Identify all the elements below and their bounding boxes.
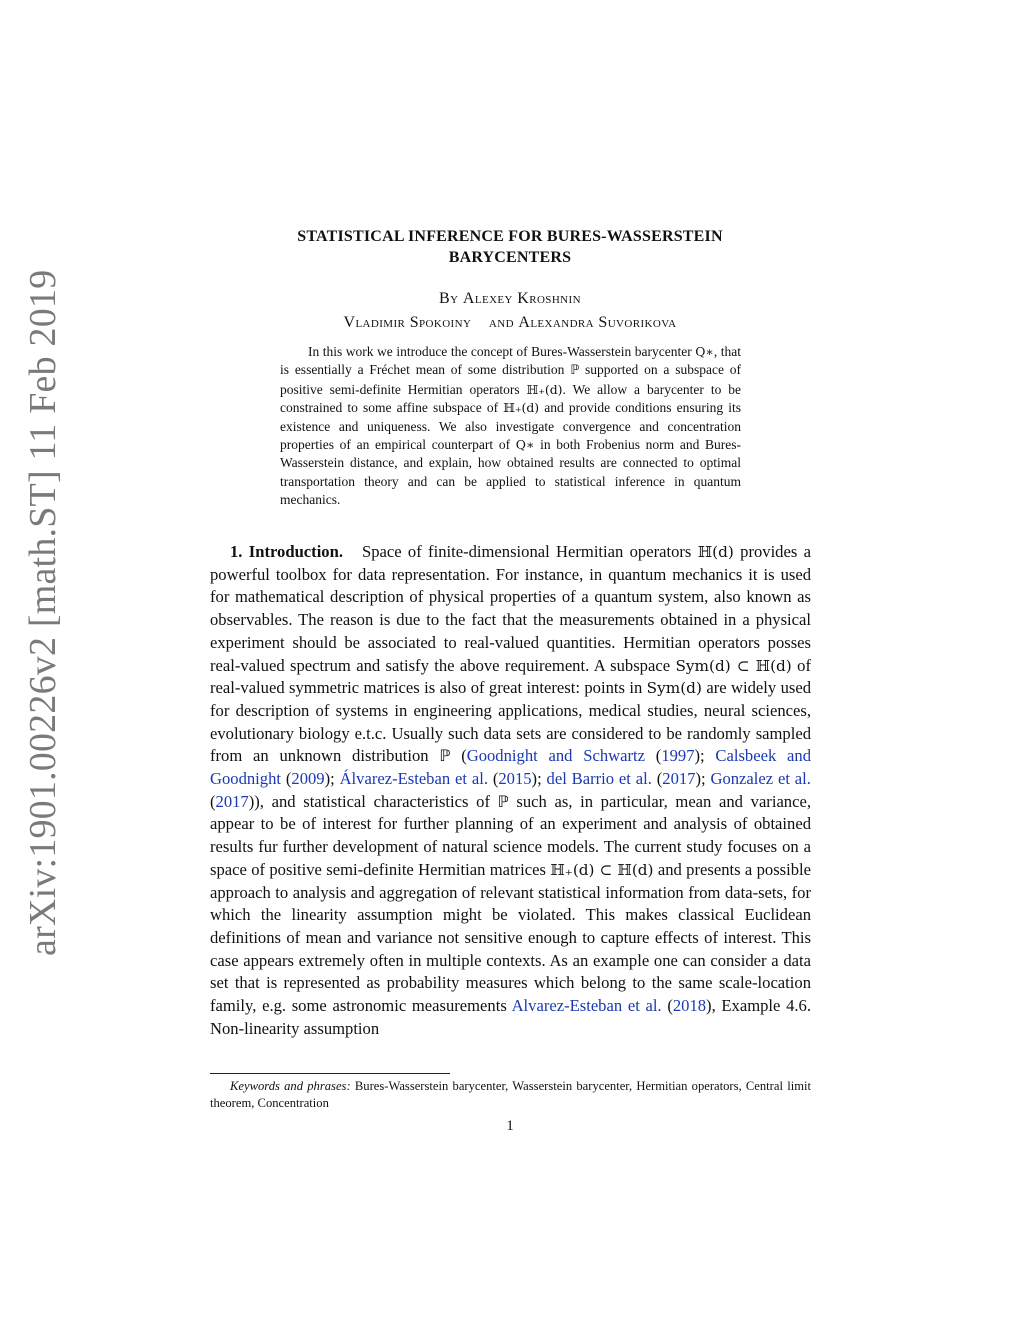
author-line-1 — [210, 290, 810, 308]
keywords-label: Keywords and phrases: — [230, 1079, 351, 1093]
citation-year-link[interactable]: 2015 — [498, 769, 532, 789]
citation-link[interactable]: Goodnight and Schwartz — [466, 746, 645, 766]
citation-link[interactable]: Alvarez-Esteban et al. — [511, 996, 662, 1016]
math-sym-subset: Sym(d) ⊂ ℍ(d) — [675, 656, 792, 675]
citation-link[interactable]: Gonzalez et al. — [710, 769, 811, 789]
arxiv-identifier-stamp: arXiv:1901.00226v2 [math.ST] 11 Feb 2019 — [22, 269, 64, 956]
page-number: 1 — [506, 1118, 514, 1134]
introduction-section: 1. Introduction. Space of finite-dimensional Hermitian operators ℍ(d) provides a powerful toolbox for data representation. For instance, in quantum mechanics it is used for mathematical description of physical properties of a quantum system, also known as observables. The reason is due to the fact that the measurements obtained in a physical experiment should be associated to real-valued quantities. Hermitian operators posses real-valued spectrum and satisfy the above requirement. A subspace Sym(d) ⊂ ℍ(d) of real-valued symmetric matrices is also of great interest: points in Sym(d) are widely used for description of systems in engineering applications, medical studies, neural sciences, evolutionary biology e.t.c. Usually such data sets are considered to be randomly sampled from an unknown distribution ℙ (Goodnight and Schwartz (1997); Calsbeek and Goodnight (2009); Álvarez-Esteban et al. (2015); del Barrio et al. (2017); Gonzalez et al. (2017)), and statistical characteristics of ℙ such as, in particular, mean and variance, appear to be of interest for further planning of an experiment and analysis of obtained results fur further development of natural science models. The current study focuses on a space of positive semi-definite Hermitian matrices ℍ₊(d) ⊂ ℍ(d) and presents a possible approach to analysis and aggregation of relevant statistical information from data-sets, for which the linearity assumption might be violated. This makes classical Euclidean definitions of mean and variance not sensitive enough to capture effects of interest. This case appears extremely often in multiple contexts. As an example one can consider a data set that is represented as probability measures which belong to the same scale-location family, e.g. some astronomic measurements Alvarez-Esteban et al. (2018), Example 4.6. Non-linearity assumption — [210, 542, 812, 1038]
body-text: such as, in particular, mean and variance, appear to be of interest for further planning of an experiment and analysis of obtained results fur further development of natural science models. The current study focuses on a space of positive semi-definite Hermitian matrices — [210, 791, 811, 879]
citation-link[interactable]: del Barrio et al. — [546, 769, 652, 789]
author-name: Alexandra Suvorikova — [518, 314, 677, 331]
body-text: provides a powerful toolbox for data representation. For instance, in quantum mechanics it is used for mathematical description of physical properties of a quantum system, also known as observables. The reason is due to the fact that the measurements obtained in a physical experiment should be associated to real-valued quantities. Hermitian operators posses real-valued spectrum and satisfy the above requirement. A subspace — [210, 542, 811, 675]
keywords-footnote — [210, 1078, 811, 1112]
math-blackboard-p: ℙ — [570, 363, 580, 379]
math-blackboard-p: ℙ — [439, 746, 451, 766]
author-name: Alexey Kroshnin — [462, 290, 581, 307]
by-label: By — [439, 290, 459, 307]
abstract-text: and provide conditions ensuring its existence and uniqueness. We also investigate convergence and concentration properties of an empirical counterpart of — [280, 400, 742, 453]
math-blackboard-p: ℙ — [497, 791, 509, 811]
citation-link[interactable]: Álvarez-Esteban et al. — [339, 769, 488, 789]
body-text: statistical characteristics of — [303, 791, 490, 811]
author-name: Vladimir Spokoiny — [343, 314, 472, 331]
body-text: are widely used for description of systems in engineering applications, medical studies, neural sciences, evolutionary biology e.t.c. Usually such data sets are considered to be randomly sampled from an unknown distribution — [210, 678, 811, 766]
citation-year-link[interactable]: 2018 — [672, 996, 707, 1016]
math-h-plus: ℍ₊(d) — [526, 381, 563, 397]
citation-link[interactable]: Calsbeek and Goodnight — [210, 746, 811, 789]
body-text: , Example 4.6. Non-linearity assumption — [210, 996, 811, 1038]
math-h-d: ℍ(d) — [697, 543, 734, 561]
citation-year-link[interactable]: 2017 — [662, 769, 696, 789]
math-h-plus: ℍ₊(d) — [503, 400, 540, 416]
math-sym-d: Sym(d) — [646, 679, 702, 698]
author-line-2 — [210, 314, 810, 332]
citation-year-link[interactable]: 2017 — [215, 791, 249, 811]
body-text: Space of finite-dimensional Hermitian operators — [361, 542, 692, 561]
title-line-2: BARYCENTERS — [448, 249, 572, 266]
title-line-1: STATISTICAL INFERENCE FOR BURES-WASSERSTEIN — [297, 228, 723, 245]
math-h-plus-subset: ℍ₊(d) ⊂ ℍ(d) — [550, 860, 654, 879]
abstract-text: supported on a subspace of positive semi-definite Hermitian operators — [280, 362, 742, 397]
body-text: of real-valued symmetric matrices is also of great interest: points in — [210, 655, 811, 698]
section-heading: 1. Introduction. — [230, 542, 343, 561]
math-q-star: Q∗ — [695, 344, 714, 359]
math-q-star: Q∗ — [515, 437, 535, 453]
abstract-text: . We allow a barycenter to be constrained to some affine subspace of — [280, 381, 741, 416]
footnote-divider — [210, 1073, 450, 1074]
keywords-text: Bures-Wasserstein barycenter, Wasserstein barycenter, Hermitian operators, Central limit theorem, Concentration — [210, 1079, 811, 1110]
abstract-text: , that is essentially a Fréchet mean of some distribution — [280, 344, 742, 378]
citation-year-link[interactable]: 2009 — [291, 769, 325, 789]
abstract-text: in both Frobenius norm and Bures-Wasserstein distance, and explain, how obtained results are connected to optimal transportation theory and can be applied to statistical inference in quantum mechanics. — [280, 437, 741, 508]
body-text: and presents a possible approach to analysis and aggregation of relevant statistical information from data-sets, for which the linearity assumption might be violated. This makes classical Euclidean definitions of mean and variance not sensitive enough to capture effects of interest. This case appears extremely often in multiple contexts. As an example one can consider a data set that is represented as probability measures which belong to the same scale-location family, e.g. some astronomic measurements — [210, 859, 812, 1016]
abstract — [280, 343, 741, 510]
abstract-text: In this work we introduce the concept of Bures-Wasserstein barycenter — [308, 344, 692, 359]
and-label: and — [488, 314, 514, 331]
paper-title — [210, 226, 810, 268]
abstract-paragraph — [280, 343, 741, 510]
citation-year-link[interactable]: 1997 — [661, 746, 695, 766]
